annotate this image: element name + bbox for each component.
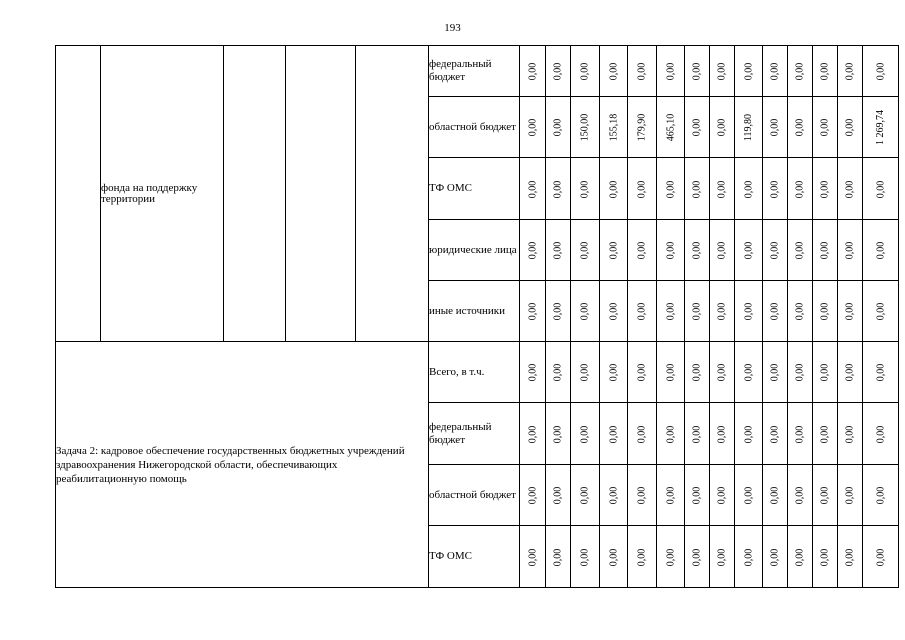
value-text: 0,00 [579, 548, 591, 566]
value-text: 0,00 [794, 486, 806, 505]
value-cell [520, 403, 546, 465]
value-text: 0,00 [716, 302, 728, 321]
value-cell [763, 526, 788, 588]
value-cell [571, 158, 600, 220]
value-text: 0,00 [607, 363, 619, 382]
value-cell [546, 158, 571, 220]
value-cell [788, 97, 813, 158]
value-cell [863, 403, 899, 465]
value-text: 465,10 [664, 113, 676, 142]
value-text: 0,00 [664, 548, 676, 566]
value-cell [735, 281, 763, 342]
value-cell [735, 526, 763, 588]
value-cell [735, 342, 763, 403]
value-text: 0,00 [794, 241, 806, 260]
value-text: 0,00 [844, 241, 856, 260]
value-text: 0,00 [664, 302, 676, 321]
value-cell [788, 403, 813, 465]
table-row [56, 342, 899, 403]
value-cell [813, 526, 838, 588]
value-text: 0,00 [607, 180, 619, 198]
value-text: 119,80 [743, 113, 755, 142]
source-cell: ТФ ОМС [429, 158, 520, 220]
value-text: 0,00 [743, 62, 755, 81]
value-text: 0,00 [875, 363, 887, 382]
value-cell [628, 220, 657, 281]
value-cell [838, 403, 863, 465]
value-text: 0,00 [716, 118, 728, 137]
value-text: 0,00 [875, 241, 887, 260]
value-text: 0,00 [552, 486, 564, 505]
value-cell [599, 46, 628, 97]
value-text: 0,00 [844, 180, 856, 198]
value-cell [710, 46, 735, 97]
value-cell [735, 403, 763, 465]
value-cell [656, 403, 685, 465]
value-cell [863, 526, 899, 588]
value-text: 0,00 [844, 302, 856, 321]
value-text: 0,00 [769, 241, 781, 260]
value-cell [571, 526, 600, 588]
source-cell: юридические лица [429, 220, 520, 281]
col-index-cell [56, 46, 101, 342]
value-text: 0,00 [527, 363, 538, 382]
value-cell [628, 97, 657, 158]
value-cell [813, 281, 838, 342]
value-text: 0,00 [664, 486, 676, 505]
value-cell [520, 342, 546, 403]
value-cell [838, 465, 863, 526]
value-cell [546, 342, 571, 403]
value-cell [546, 46, 571, 97]
value-text: 0,00 [794, 302, 806, 321]
value-text: 0,00 [527, 486, 538, 505]
value-text: 0,00 [716, 180, 728, 198]
value-text: 0,00 [607, 241, 619, 260]
source-cell: федеральный бюджет [429, 403, 520, 465]
value-cell [685, 465, 710, 526]
value-text: 0,00 [743, 180, 755, 198]
value-text: 0,00 [743, 241, 755, 260]
value-text: 0,00 [819, 548, 831, 566]
value-text: 0,00 [664, 241, 676, 260]
value-cell [520, 465, 546, 526]
value-text: 0,00 [552, 118, 564, 137]
value-text: 0,00 [691, 548, 703, 566]
value-text: 179,90 [636, 113, 648, 142]
value-cell [813, 46, 838, 97]
value-text: 0,00 [579, 180, 591, 198]
value-text: 0,00 [875, 548, 887, 566]
value-text: 0,00 [579, 486, 591, 505]
value-cell [813, 465, 838, 526]
value-text: 0,00 [552, 180, 564, 198]
value-text: 0,00 [636, 363, 648, 382]
value-text: 0,00 [664, 425, 676, 443]
value-cell [628, 526, 657, 588]
value-cell [656, 465, 685, 526]
value-cell [863, 158, 899, 220]
value-cell [599, 342, 628, 403]
value-text: 0,00 [552, 363, 564, 382]
value-cell [520, 281, 546, 342]
value-text: 0,00 [844, 363, 856, 382]
value-cell [685, 526, 710, 588]
value-cell [520, 158, 546, 220]
value-text: 0,00 [664, 180, 676, 198]
value-text: 0,00 [769, 302, 781, 321]
value-cell [813, 342, 838, 403]
value-cell [546, 281, 571, 342]
value-text: 0,00 [794, 62, 806, 81]
value-cell [599, 220, 628, 281]
value-cell [788, 158, 813, 220]
value-text: 0,00 [527, 62, 538, 81]
value-text: 0,00 [691, 363, 703, 382]
value-text: 0,00 [844, 62, 856, 81]
source-cell: ТФ ОМС [429, 526, 520, 588]
value-text: 0,00 [844, 118, 856, 137]
value-text: 0,00 [691, 486, 703, 505]
value-text: 0,00 [636, 425, 648, 443]
value-text: 0,00 [794, 425, 806, 443]
value-cell [788, 46, 813, 97]
value-cell [520, 46, 546, 97]
value-cell [656, 97, 685, 158]
value-cell [685, 220, 710, 281]
value-cell [710, 158, 735, 220]
value-text: 0,00 [743, 302, 755, 321]
task-label-cell: Задача 2: кадровое обеспечение государственных бюджетных учреждений здравоохранения Нижегородской области, обеспечивающих реабилитационную помощь [56, 342, 429, 588]
value-text: 0,00 [579, 62, 591, 81]
value-cell [571, 97, 600, 158]
value-cell [838, 342, 863, 403]
value-text: 0,00 [875, 62, 887, 81]
value-text: 0,00 [552, 241, 564, 260]
value-cell [710, 465, 735, 526]
value-text: 0,00 [607, 486, 619, 505]
value-cell [735, 465, 763, 526]
value-text: 0,00 [716, 241, 728, 260]
value-cell [599, 403, 628, 465]
value-text: 0,00 [794, 363, 806, 382]
value-text: 0,00 [527, 180, 538, 198]
value-cell [788, 526, 813, 588]
value-cell [813, 158, 838, 220]
value-text: 0,00 [794, 118, 806, 137]
value-text: 0,00 [664, 62, 676, 81]
value-text: 0,00 [769, 425, 781, 443]
value-cell [685, 342, 710, 403]
col-e-cell [356, 46, 429, 342]
value-text: 0,00 [819, 363, 831, 382]
value-text: 0,00 [875, 486, 887, 505]
value-text: 0,00 [769, 486, 781, 505]
value-cell [656, 46, 685, 97]
value-text: 0,00 [691, 302, 703, 321]
value-text: 0,00 [664, 363, 676, 382]
value-cell [599, 465, 628, 526]
value-cell [788, 281, 813, 342]
value-cell [838, 281, 863, 342]
value-text: 0,00 [552, 62, 564, 81]
value-text: 0,00 [636, 302, 648, 321]
value-text: 0,00 [552, 302, 564, 321]
value-text: 0,00 [844, 548, 856, 566]
value-text: 0,00 [691, 62, 703, 81]
value-cell [838, 97, 863, 158]
value-cell [763, 97, 788, 158]
value-cell [735, 158, 763, 220]
value-text: 0,00 [875, 302, 887, 321]
value-text: 0,00 [743, 486, 755, 505]
value-text: 0,00 [875, 180, 887, 198]
value-cell [763, 220, 788, 281]
value-cell [863, 97, 899, 158]
value-text: 0,00 [579, 302, 591, 321]
value-cell [546, 403, 571, 465]
page-number: 193 [444, 22, 461, 34]
value-text: 0,00 [743, 425, 755, 443]
label-cell: фонда на поддержку территории [101, 46, 224, 342]
value-text: 0,00 [527, 118, 538, 137]
value-cell [735, 220, 763, 281]
value-cell [813, 220, 838, 281]
value-cell [813, 97, 838, 158]
value-cell [628, 403, 657, 465]
value-cell [763, 403, 788, 465]
value-cell [788, 220, 813, 281]
value-cell [763, 158, 788, 220]
value-cell [520, 220, 546, 281]
value-cell [863, 220, 899, 281]
value-text: 0,00 [819, 62, 831, 81]
value-text: 0,00 [691, 425, 703, 443]
value-text: 1 269,74 [875, 110, 887, 145]
source-cell: областной бюджет [429, 465, 520, 526]
value-cell [763, 46, 788, 97]
value-text: 0,00 [716, 486, 728, 505]
value-text: 155,18 [607, 113, 619, 142]
value-cell [656, 220, 685, 281]
value-text: 0,00 [716, 363, 728, 382]
value-cell [863, 342, 899, 403]
value-cell [838, 220, 863, 281]
value-text: 0,00 [844, 486, 856, 505]
value-cell [520, 526, 546, 588]
value-cell [710, 281, 735, 342]
value-text: 0,00 [844, 425, 856, 443]
value-cell [710, 403, 735, 465]
value-text: 0,00 [769, 180, 781, 198]
value-cell [656, 342, 685, 403]
value-text: 0,00 [819, 180, 831, 198]
value-cell [735, 97, 763, 158]
value-text: 0,00 [636, 62, 648, 81]
value-text: 0,00 [691, 118, 703, 137]
value-text: 0,00 [527, 548, 538, 566]
value-cell [763, 281, 788, 342]
value-cell [546, 220, 571, 281]
value-text: 0,00 [552, 548, 564, 566]
value-cell [656, 526, 685, 588]
value-text: 0,00 [716, 62, 728, 81]
value-text: 0,00 [743, 363, 755, 382]
source-cell: Всего, в т.ч. [429, 342, 520, 403]
value-text: 0,00 [769, 118, 781, 137]
value-cell [685, 403, 710, 465]
value-text: 0,00 [819, 486, 831, 505]
value-cell [599, 97, 628, 158]
source-cell: федеральный бюджет [429, 46, 520, 97]
value-text: 0,00 [769, 363, 781, 382]
value-cell [735, 46, 763, 97]
value-text: 0,00 [691, 180, 703, 198]
value-text: 0,00 [579, 241, 591, 260]
value-cell [863, 281, 899, 342]
col-d-cell [286, 46, 356, 342]
value-cell [710, 342, 735, 403]
value-cell [571, 465, 600, 526]
value-text: 0,00 [691, 241, 703, 260]
value-text: 0,00 [716, 425, 728, 443]
value-text: 0,00 [636, 180, 648, 198]
value-text: 0,00 [769, 62, 781, 81]
value-cell [546, 97, 571, 158]
value-cell [571, 403, 600, 465]
table-row [56, 46, 899, 97]
value-cell [788, 342, 813, 403]
value-cell [656, 158, 685, 220]
value-text: 0,00 [527, 241, 538, 260]
value-text: 0,00 [794, 548, 806, 566]
value-text: 0,00 [607, 425, 619, 443]
value-text: 0,00 [552, 425, 564, 443]
value-cell [628, 46, 657, 97]
value-cell [571, 281, 600, 342]
value-text: 0,00 [794, 180, 806, 198]
value-text: 150,00 [579, 113, 591, 142]
value-text: 0,00 [716, 548, 728, 566]
value-cell [628, 158, 657, 220]
value-cell [863, 465, 899, 526]
value-text: 0,00 [819, 118, 831, 137]
value-cell [838, 158, 863, 220]
value-text: 0,00 [607, 548, 619, 566]
value-cell [599, 158, 628, 220]
value-text: 0,00 [875, 425, 887, 443]
value-text: 0,00 [527, 302, 538, 321]
value-text: 0,00 [636, 548, 648, 566]
value-cell [520, 97, 546, 158]
value-text: 0,00 [527, 425, 538, 443]
value-cell [685, 97, 710, 158]
value-cell [685, 281, 710, 342]
value-cell [710, 220, 735, 281]
value-cell [546, 465, 571, 526]
budget-table [55, 45, 899, 588]
source-cell: иные источники [429, 281, 520, 342]
value-cell [628, 465, 657, 526]
value-cell [656, 281, 685, 342]
value-cell [685, 46, 710, 97]
source-cell: областной бюджет [429, 97, 520, 158]
value-text: 0,00 [607, 62, 619, 81]
value-text: 0,00 [579, 425, 591, 443]
value-cell [763, 342, 788, 403]
value-text: 0,00 [743, 548, 755, 566]
value-cell [788, 465, 813, 526]
value-cell [863, 46, 899, 97]
value-cell [838, 526, 863, 588]
col-c-cell [224, 46, 286, 342]
value-cell [763, 465, 788, 526]
value-text: 0,00 [636, 486, 648, 505]
value-cell [710, 97, 735, 158]
value-cell [546, 526, 571, 588]
value-cell [599, 281, 628, 342]
value-cell [599, 526, 628, 588]
value-cell [813, 403, 838, 465]
value-cell [628, 342, 657, 403]
value-cell [628, 281, 657, 342]
value-text: 0,00 [769, 548, 781, 566]
value-text: 0,00 [579, 363, 591, 382]
value-text: 0,00 [607, 302, 619, 321]
value-text: 0,00 [819, 425, 831, 443]
value-cell [571, 342, 600, 403]
value-text: 0,00 [636, 241, 648, 260]
value-cell [571, 46, 600, 97]
value-text: 0,00 [819, 241, 831, 260]
value-text: 0,00 [819, 302, 831, 321]
value-cell [710, 526, 735, 588]
value-cell [571, 220, 600, 281]
value-cell [838, 46, 863, 97]
value-cell [685, 158, 710, 220]
